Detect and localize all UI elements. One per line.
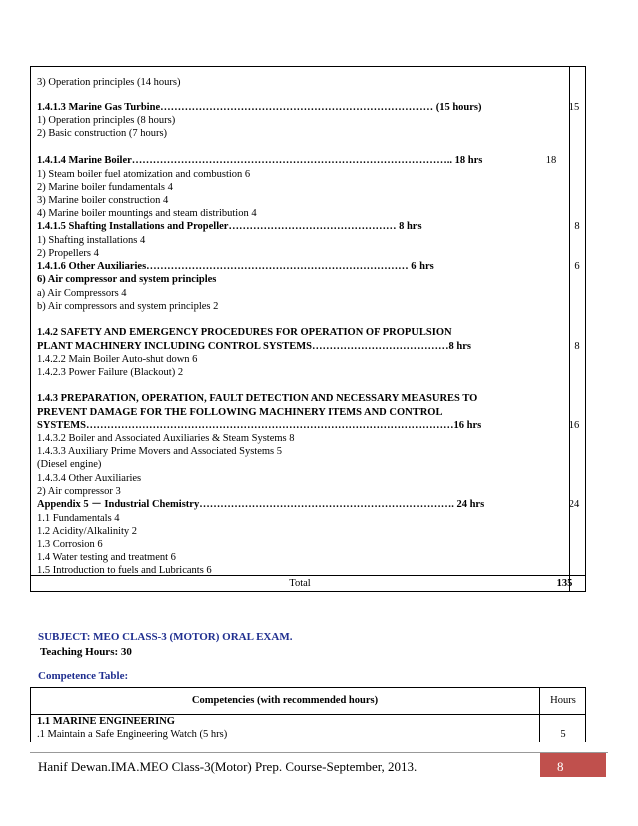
table-line: 1.4.3.2 Boiler and Associated Auxiliaries & Steam Systems 8 bbox=[37, 433, 295, 444]
table-line: SYSTEMS……………………………………………………………………………………………16 hrs bbox=[37, 420, 482, 431]
table-line: 1.4.1.5 Shafting Installations and Propeller………………………………………… 8 hrs bbox=[37, 221, 422, 232]
table-line: 1.1 Fundamentals 4 bbox=[37, 513, 120, 524]
table-line: 1.4.1.3 Marine Gas Turbine…………………………………………………………………… (15 hours) bbox=[37, 102, 482, 113]
total-label: Total bbox=[289, 578, 311, 589]
page-number: 8 bbox=[557, 759, 564, 774]
table-line: (Diesel engine) bbox=[37, 459, 102, 470]
table-line: 1.4.2.2 Main Boiler Auto-shut down 6 bbox=[37, 354, 198, 365]
total-value: 135 bbox=[556, 578, 573, 589]
table-line: PREVENT DAMAGE FOR THE FOLLOWING MACHINERY ITEMS AND CONTROL bbox=[37, 407, 443, 418]
hours-cell: 24 bbox=[568, 499, 580, 510]
table-line: 1.4 Water testing and treatment 6 bbox=[37, 552, 176, 563]
table-line: 1.4.3.4 Other Auxiliaries bbox=[37, 473, 142, 484]
hours-cell: 15 bbox=[568, 102, 580, 113]
competency-row: .1 Maintain a Safe Engineering Watch (5 hrs) bbox=[37, 729, 228, 740]
table-line: 1.4.2.3 Power Failure (Blackout) 2 bbox=[37, 367, 184, 378]
hours-cell: 8 bbox=[574, 341, 580, 352]
footer-divider bbox=[30, 752, 608, 753]
competency-hours: 5 bbox=[560, 729, 566, 740]
table-line: 3) Operation principles (14 hours) bbox=[37, 77, 181, 88]
footer-text: Hanif Dewan.IMA.MEO Class-3(Motor) Prep. Course-September, 2013. bbox=[38, 759, 418, 774]
table-line: 1.4.1.6 Other Auxiliaries………………………………………………………………… 6 hrs bbox=[37, 261, 434, 272]
table-line: 1.5 Introduction to fuels and Lubricants 6 bbox=[37, 565, 212, 576]
table-line: a) Air Compressors 4 bbox=[37, 288, 127, 299]
table-line: 2) Marine boiler fundamentals 4 bbox=[37, 182, 173, 193]
table-line: PLANT MACHINERY INCLUDING CONTROL SYSTEMS…………………………………8 hrs bbox=[37, 341, 471, 352]
table-line: 1.4.3 PREPARATION, OPERATION, FAULT DETECTION AND NECESSARY MEASURES TO bbox=[37, 393, 478, 404]
table-line: b) Air compressors and system principles 2 bbox=[37, 301, 219, 312]
teaching-hours: Teaching Hours: 30 bbox=[40, 646, 132, 658]
table-line: 2) Air compressor 3 bbox=[37, 486, 121, 497]
hours-cell: 6 bbox=[574, 261, 580, 272]
table-line: 2) Basic construction (7 hours) bbox=[37, 128, 168, 139]
table-line: 1.4.1.4 Marine Boiler……………………………………………………………………………….. 18 hrs bbox=[37, 155, 483, 166]
table-line: 1.3 Corrosion 6 bbox=[37, 539, 103, 550]
col-competencies-header: Competencies (with recommended hours) bbox=[191, 695, 379, 706]
hours-cell: 8 bbox=[574, 221, 580, 232]
subject-heading: SUBJECT: MEO CLASS-3 (MOTOR) ORAL EXAM. bbox=[38, 631, 293, 643]
table-line: 1) Steam boiler fuel atomization and combustion 6 bbox=[37, 169, 251, 180]
hours-cell: 16 bbox=[568, 420, 580, 431]
table-line: 1.4.3.3 Auxiliary Prime Movers and Associated Systems 5 bbox=[37, 446, 282, 457]
table-line: 1.2 Acidity/Alkalinity 2 bbox=[37, 526, 138, 537]
table-line: 1.4.2 SAFETY AND EMERGENCY PROCEDURES FOR OPERATION OF PROPULSION bbox=[37, 327, 452, 338]
table-line: 4) Marine boiler mountings and steam distribution 4 bbox=[37, 208, 257, 219]
table-line: 3) Marine boiler construction 4 bbox=[37, 195, 169, 206]
table-line: 2) Propellers 4 bbox=[37, 248, 99, 259]
competence-table bbox=[30, 687, 586, 742]
hours-cell: 18 bbox=[545, 155, 557, 166]
section-row: 1.1 MARINE ENGINEERING bbox=[37, 716, 175, 727]
table-line: 1) Shafting installations 4 bbox=[37, 235, 146, 246]
col-hours-header: Hours bbox=[550, 695, 576, 706]
header-divider bbox=[31, 714, 585, 715]
page-number-box bbox=[540, 753, 606, 777]
table-line: 6) Air compressor and system principles bbox=[37, 274, 217, 285]
table-line: 1) Operation principles (8 hours) bbox=[37, 115, 176, 126]
table-line: Appendix 5 － Industrial Chemistry………………………………………………………………. 24 hrs bbox=[37, 499, 485, 510]
syllabus-table bbox=[30, 66, 586, 592]
column-divider bbox=[569, 67, 570, 591]
competence-table-title: Competence Table: bbox=[38, 670, 129, 682]
